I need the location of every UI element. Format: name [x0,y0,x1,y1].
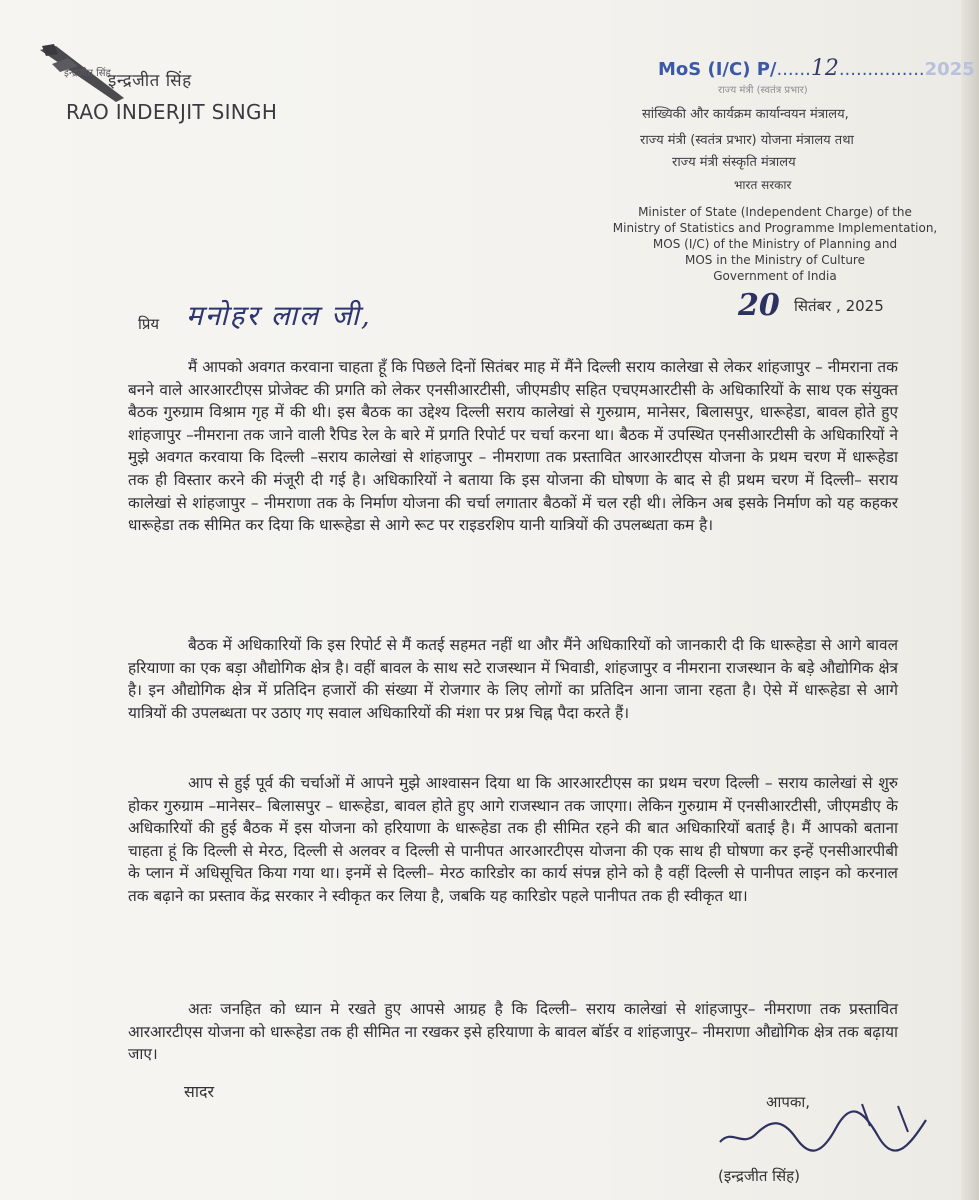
date-day-handwritten: 20 [738,288,780,323]
ministry-en-line-5: Government of India [713,269,837,283]
body-paragraph-2: बैठक में अधिकारियों कि इस रिपोर्ट से मैं कतई सहमत नहीं था और मैंने अधिकारियों को जानकारी दी कि धारूहेडा से आगे बावल हरियाणा का एक बड़ा औद्योगिक क्षेत्र है। वहीं बावल के साथ सटे राजस्थान में भिवाडी, शांहजापुर व नीमराना राजस्थान के बड़े औद्योगिक क्षेत्र है। इन औद्योगिक क्षेत्र में प्रतिदिन हजारों की संख्या में रोजगार के लिए लोगों का प्रतिदिन आना जाना रहता है। ऐसे में धारूहेडा से आगे यात्रियों की उपलब्धता पर उठाए गए सवाल अधिकारियों की मंशा पर प्रश्न चिह्न पैदा करते हैं। [128,636,898,722]
page-edge [961,0,979,1200]
ministry-hi-line-2: राज्य मंत्री (स्वतंत्र प्रभार) योजना मंत्रालय तथा [640,133,854,148]
sender-name-hindi: इन्द्रजीत सिंह [108,71,192,91]
ministry-en-line-2: Ministry of Statistics and Programme Implementation, [612,221,938,235]
body-paragraph-3: आप से हुई पूर्व की चर्चाओं में आपने मुझे आश्वासन दिया था कि आरआरटीएस का प्रथम चरण दिल्ली – सराय कालेखां से शुरु होकर गुरुग्राम –मानेसर– बिलासपुर – धारूहेडा, बावल होते हुए आगे राजस्थान तक जाएगा। लेकिन गुरुग्राम में एनसीआरटीसी, जीएमडीए के अधिकारियों की हुई बैठक में इस योजना को हरियाणा के धारूहेडा तक ही सीमित रहने की बात अधिकारियों बताई है। मैं आपको बताना चाहता हूं कि दिल्ली से मेरठ, दिल्ली से अलवर व दिल्ली से पानीपत आरआरटीएस योजना की एक साथ ही घोषणा कर इन्हें एनसीआरपीबी के प्लान में अधिसूचित किया गया था। इनमें से दिल्ली– मेरठ कारिडोर का कार्य संपन्न होने को है वहीं दिल्ली से पानीपत लाइन को करनाल तक बढ़ाने का प्रस्ताव केंद्र सरकार ने स्वीकृत कर लिया है, जबकि यह कारिडोर पहले पानीपत तक ही स्वीकृत था। [128,774,898,905]
salutation-prefix: प्रिय [138,315,160,333]
ref-prefix: MoS (I/C) P/ [658,59,777,80]
signatory-name: (इन्द्रजीत सिंह) [718,1167,800,1185]
ref-dots-1: ...... [776,59,811,80]
ref-dots-2: ............... [838,59,925,80]
body-paragraph-1: मैं आपको अवगत करवाना चाहता हूँ कि पिछले दिनों सितंबर माह में मैंने दिल्ली सराय कालेखा से लेकर शांहजापुर – नीमराना तक बनने वाले आरआरटीएस प्रोजेक्ट की प्रगति को लेकर एनसीआरटीसी, जीएमडीए सहित एचएमआरटीसी के अधिकारियों के साथ एक संयुक्त बैठक गुरुग्राम विश्राम गृह में की थी। इस बैठक का उद्देश्य दिल्ली सराय कालेखां से गुरुग्राम, मानेसर, बिलासपुर, धारूहेडा, बावल होते हुए शांहजापुर –नीमराना तक जाने वाली रैपिड रेल के बारे में प्रगति रिपोर्ट पर चर्चा करना था। बैठक में उपस्थित एनसीआरटीसी के अधिकारियों ने मुझे अवगत करवाया कि दिल्ली –सराय कालेखां से शांहजापुर – नीमराणा तक प्रस्तावित आरआरटीएस योजना के प्रथम चरण में धारूहेडा तक ही विस्तार करने की मंजूरी दी गई है। अधिकारियों ने बताया कि इस योजना की घोषणा के बाद से ही प्रथम चरण में दिल्ली– सराय कालेखां से शांहजापुर – नीमराणा तक के निर्माण योजना की चर्चा लगातार बैठकों में चल रही थी। लेकिन अब इसके निर्माण को यह कहकर धारूहेडा तक सीमित कर दिया कि धारूहेडा से आगे रूट पर राइडरशिप यानी यात्रियों की उपलब्धता कम है। [128,358,898,535]
reference-number [658,56,975,81]
ministry-hi-line-3: राज्य मंत्री संस्कृति मंत्रालय [672,155,796,170]
body-paragraph-4: अतः जनहित को ध्यान मे रखते हुए आपसे आग्रह है कि दिल्ली– सराय कालेखां से शांहजापुर– नीमराणा तक प्रस्तावित आरआरटीएस योजना को धारूहेडा तक ही सीमित ना रखकर इसे हरियाणा के बावल बॉर्डर व शांहजापुर– नीमराणा औद्योगिक क्षेत्र तक बढ़ाया जाए। [128,1000,899,1064]
ref-year: 2025 [924,59,975,80]
closing-yours: आपका, [766,1093,811,1111]
ref-subtitle: राज्य मंत्री (स्वतंत्र प्रभार) [718,85,808,96]
logo-text: इन्द्रजीत सिंह [64,68,111,79]
sender-name-english: RAO INDERJIT SINGH [66,100,278,124]
closing-regards: सादर [184,1082,215,1101]
ref-number-handwritten: 12 [810,56,839,81]
ministry-english-block [610,204,940,284]
ministry-hi-line-1: सांख्यिकी और कार्यक्रम कार्यान्वयन मंत्रालय, [642,107,849,122]
date-month-year: सितंबर , 2025 [794,297,884,315]
ministry-hi-line-4: भारत सरकार [734,178,792,192]
ministry-en-line-3: MOS (I/C) of the Ministry of Planning and [652,237,898,251]
ministry-en-line-4: MOS in the Ministry of Culture [685,253,865,267]
ministry-en-line-1: Minister of State (Independent Charge) of the [638,205,912,219]
salutation-handwritten: मनोहर लाल जी, [186,299,372,332]
signature [712,1098,942,1160]
